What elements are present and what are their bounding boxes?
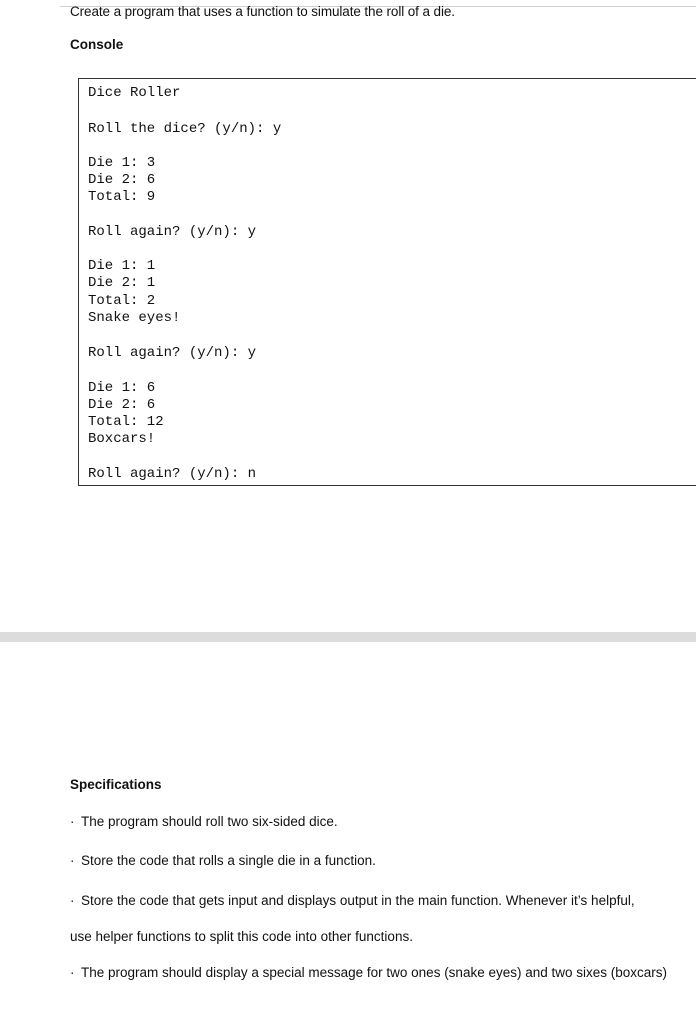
- spec-item-text: The program should display a special message for two ones (snake eyes) and two sixes (boxcars): [81, 965, 668, 980]
- console-line: Dice Roller: [88, 85, 181, 101]
- console-line: Die 1: 6: [88, 380, 156, 396]
- console-line: Total: 2: [88, 293, 156, 309]
- spec-item: [70, 893, 635, 908]
- spec-item: [70, 814, 338, 829]
- console-output-box: [78, 78, 696, 486]
- console-line: Total: 12: [88, 414, 164, 430]
- console-line: Total: 9: [88, 189, 156, 205]
- bullet-icon: ·: [70, 893, 75, 908]
- console-line: Die 2: 6: [88, 172, 156, 188]
- console-heading: Console: [70, 37, 124, 52]
- spec-item-continuation: use helper functions to split this code into other functions.: [70, 929, 413, 944]
- console-line: Roll again? (y/n): y: [88, 224, 257, 240]
- spec-item-text: Store the code that gets input and displays output in the main function. Whenever it’s helpful,: [81, 893, 635, 908]
- console-line: Roll the dice? (y/n): y: [88, 121, 282, 137]
- console-line: Die 1: 3: [88, 155, 156, 171]
- console-line: Boxcars!: [88, 431, 156, 447]
- bullet-icon: ·: [70, 965, 75, 980]
- specifications-heading: Specifications: [70, 777, 162, 792]
- console-line: Die 2: 1: [88, 275, 156, 291]
- bullet-icon: ·: [70, 853, 75, 868]
- console-line: Roll again? (y/n): y: [88, 345, 257, 361]
- spec-item: [70, 853, 376, 868]
- console-line: Snake eyes!: [88, 310, 181, 326]
- bullet-icon: ·: [70, 814, 75, 829]
- page-break: [0, 632, 696, 642]
- console-line: Die 2: 6: [88, 397, 156, 413]
- intro-text: Create a program that uses a function to simulate the roll of a die.: [70, 4, 455, 19]
- spec-item: [70, 965, 667, 980]
- console-line: Roll again? (y/n): n: [88, 466, 257, 482]
- spec-item-text: The program should roll two six-sided dice.: [81, 814, 338, 829]
- console-line: Die 1: 1: [88, 258, 156, 274]
- spec-item-text: Store the code that rolls a single die in a function.: [81, 853, 376, 868]
